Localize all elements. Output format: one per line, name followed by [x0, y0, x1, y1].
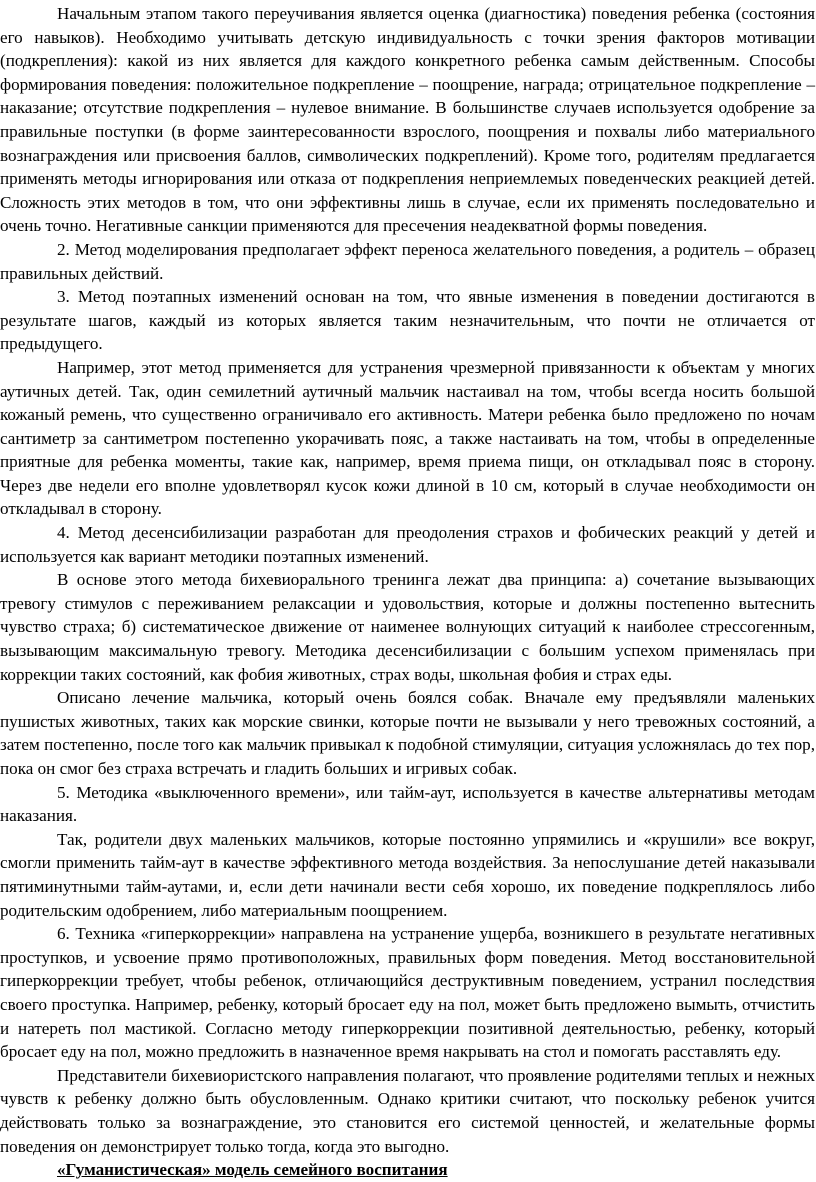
section-heading: «Гуманистическая» модель семейного воспитания	[57, 1160, 448, 1180]
paragraph-time-out-method: 5. Методика «выключенного времени», или тайм-аут, используется в качестве альтернативы методам наказания.	[0, 782, 815, 826]
paragraph-desensitization-principles: В основе этого метода бихевиорального тренинга лежат два принципа: а) сочетание вызывающих тревогу стимулов с переживанием релаксации и удовольствия, которые и должны постепенно вытеснить чувство страха; б) систематическое движение от наименее волнующих ситуаций к наиболее стрессогенным, вызывающим максимальную тревогу. Методика десенсибилизации с большим успехом применялась при коррекции таких состояний, как фобия животных, страх воды, школьная фобия и страх еды.	[0, 570, 815, 684]
paragraph-time-out-example: Так, родители двух маленьких мальчиков, которые постоянно упрямились и «крушили» все вокруг, смогли применить тайм-аут в качестве эффективного метода воздействия. За непослушание детей наказывали пятиминутными тайм-аутами, и, если дети начинали вести себя хорошо, их поведение подкреплялось либо родительским одобрением, либо материальным поощрением.	[0, 829, 815, 920]
paragraph-gradual-change-example: Например, этот метод применяется для устранения чрезмерной привязанности к объектам у многих аутичных детей. Так, один семилетний аутичный мальчик настаивал на том, чтобы всегда носить большой кожаный ремень, что существенно ограничивало его активность. Матери ребенка было предложено по ночам сантиметр за сантиметром постепенно укорачивать пояс, а также настаивать на том, чтобы в определенные приятные для ребенка моменты, такие как, например, время приема пищи, он откладывал пояс в сторону. Через две недели его вполне удовлетворял кусок кожи длиной в 10 см, который в случае необходимости он откладывал в сторону.	[0, 357, 815, 519]
document-body	[0, 2, 816, 1182]
paragraph-overcorrection-method: 6. Техника «гиперкоррекции» направлена на устранение ущерба, возникшего в результате негативных проступков, и усвоение прямо противоположных, правильных форм поведения. Метод восстановительной гиперкоррекции требует, чтобы ребенок, отличающийся деструктивным поведением, устранил последствия своего проступка. Например, ребенку, который бросает еду на пол, может быть предложено вымыть, отчистить и натереть пол мастикой. Согласно методу гиперкоррекции позитивной деятельностью, ребенку, который бросает еду на пол, можно предложить в назначенное время накрывать на стол и помогать расставлять еду.	[0, 924, 815, 1062]
paragraph-behaviorist-conclusion: Представители бихевиористского направления полагают, что проявление родителями теплых и нежных чувств к ребенку должно быть обусловленным. Однако критики считают, что поскольку ребенок учится действовать только за вознаграждение, это становится его системой ценностей, и желательные формы поведения он демонстрирует только тогда, когда это выгодно.	[0, 1065, 815, 1156]
paragraph-gradual-change-method: 3. Метод поэтапных изменений основан на том, что явные изменения в поведении достигаются в результате шагов, каждый из которых является таким незначительным, что почти не отличается от предыдущего.	[0, 287, 815, 354]
paragraph-desensitization-example: Описано лечение мальчика, который очень боялся собак. Вначале ему предъявляли маленьких пушистых животных, таких как морские свинки, которые почти не вызывали у него тревожных состояний, а затем постепенно, после того как мальчик привыкал к подобной стимуляции, ситуация усложнялась до тех пор, пока он смог без страха встречать и гладить больших и игривых собак.	[0, 688, 815, 778]
paragraph-modeling-method: 2. Метод моделирования предполагает эффект переноса желательного поведения, а родитель – образец правильных действий.	[0, 239, 815, 283]
paragraph-desensitization-method: 4. Метод десенсибилизации разработан для преодоления страхов и фобических реакций у детей и используется как вариант методики поэтапных изменений.	[0, 523, 815, 566]
paragraph-diagnostics: Начальным этапом такого переучивания является оценка (диагностика) поведения ребенка (состояния его навыков). Необходимо учитывать детскую индивидуальность с точки зрения факторов мотивации (подкрепления): какой из них является для каждого конкретного ребенка самым действенным. Способы формирования поведения: положительное подкрепление – поощрение, награда; отрицательное подкрепление – наказание; отсутствие подкрепления – нулевое внимание. В большинстве случаев используется одобрение за правильные поступки (в форме заинтересованности взрослого, поощрения и похвалы либо материального вознаграждения или присвоения баллов, символических подкреплений). Кроме того, родителям предлагается применять методы игнорирования или отказа от подкрепления неприемлемых поведенческих реакцией детей. Сложность этих методов в том, что они эффективны лишь в случае, если их применять последовательно и очень точно. Негативные санкции применяются для пресечения неадекватной формы поведения.	[0, 4, 815, 236]
